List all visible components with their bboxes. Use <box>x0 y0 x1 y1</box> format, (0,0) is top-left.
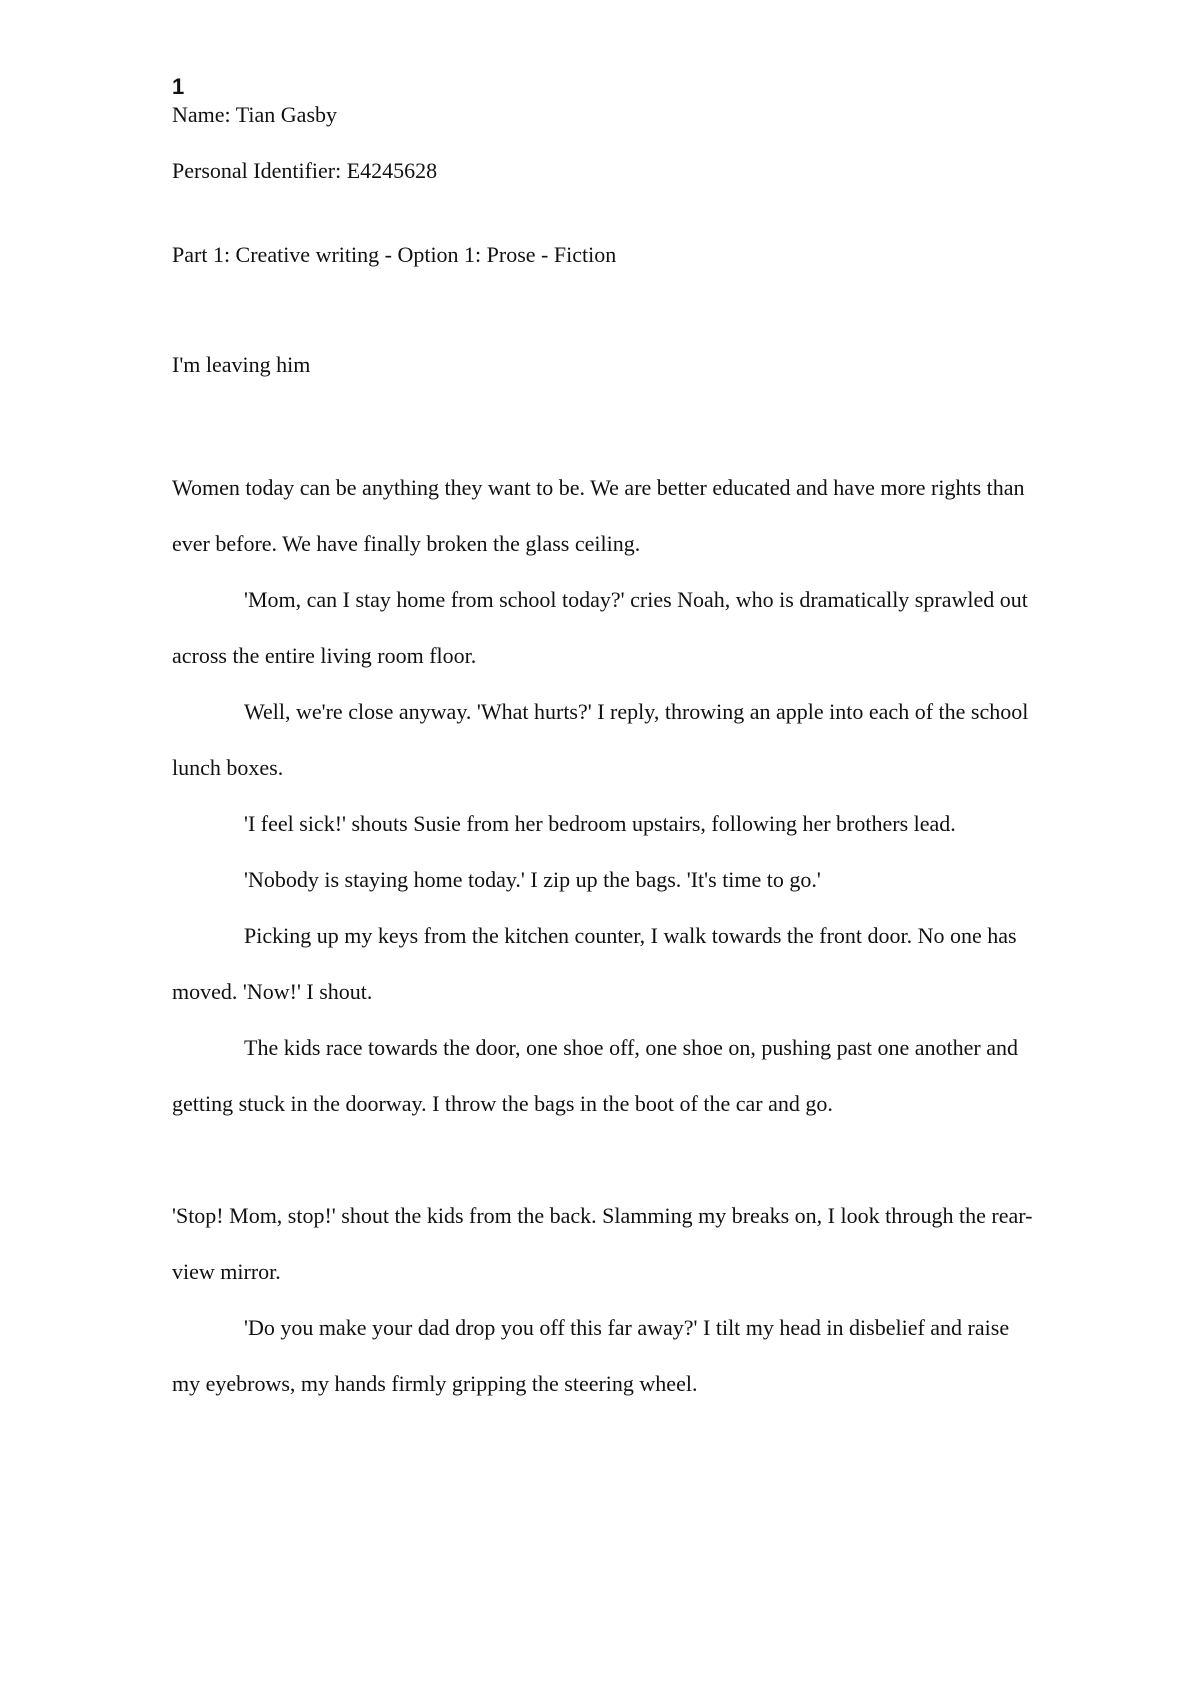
personal-identifier: Personal Identifier: E4245628 <box>172 158 438 183</box>
story-paragraph: 'Do you make your dad drop you off this far away?' I tilt my head in disbelief and raise my eyebrows, my hands firmly gripping the steering wheel. <box>172 1315 1010 1396</box>
story-paragraph: 'Stop! Mom, stop!' shout the kids from the back. Slamming my breaks on, I look through the rear-view mirror. <box>172 1203 1033 1284</box>
page-content <box>172 74 1042 1412</box>
story-paragraph: 'Mom, can I stay home from school today?' cries Noah, who is dramatically sprawled out across the entire living room floor. <box>172 587 1028 668</box>
story-paragraph: 'Nobody is staying home today.' I zip up the bags. 'It's time to go.' <box>244 867 821 892</box>
story-body <box>172 460 1042 1412</box>
story-paragraph: Picking up my keys from the kitchen counter, I walk towards the front door. No one has moved. 'Now!' I shout. <box>172 923 1017 1004</box>
story-title: I'm leaving him <box>172 352 311 377</box>
author-name: Name: Tian Gasby <box>172 102 337 127</box>
page-number: 1 <box>172 74 185 99</box>
assignment-part: Part 1: Creative writing - Option 1: Prose - Fiction <box>172 242 617 267</box>
story-paragraph: Women today can be anything they want to be. We are better educated and have more rights than ever before. We have finally broken the glass ceiling. <box>172 475 1025 556</box>
story-paragraph: Well, we're close anyway. 'What hurts?' I reply, throwing an apple into each of the school lunch boxes. <box>172 699 1029 780</box>
story-paragraph: The kids race towards the door, one shoe off, one shoe on, pushing past one another and getting stuck in the doorway. I throw the bags in the boot of the car and go. <box>172 1035 1019 1116</box>
story-paragraph: 'I feel sick!' shouts Susie from her bedroom upstairs, following her brothers lead. <box>244 811 956 836</box>
